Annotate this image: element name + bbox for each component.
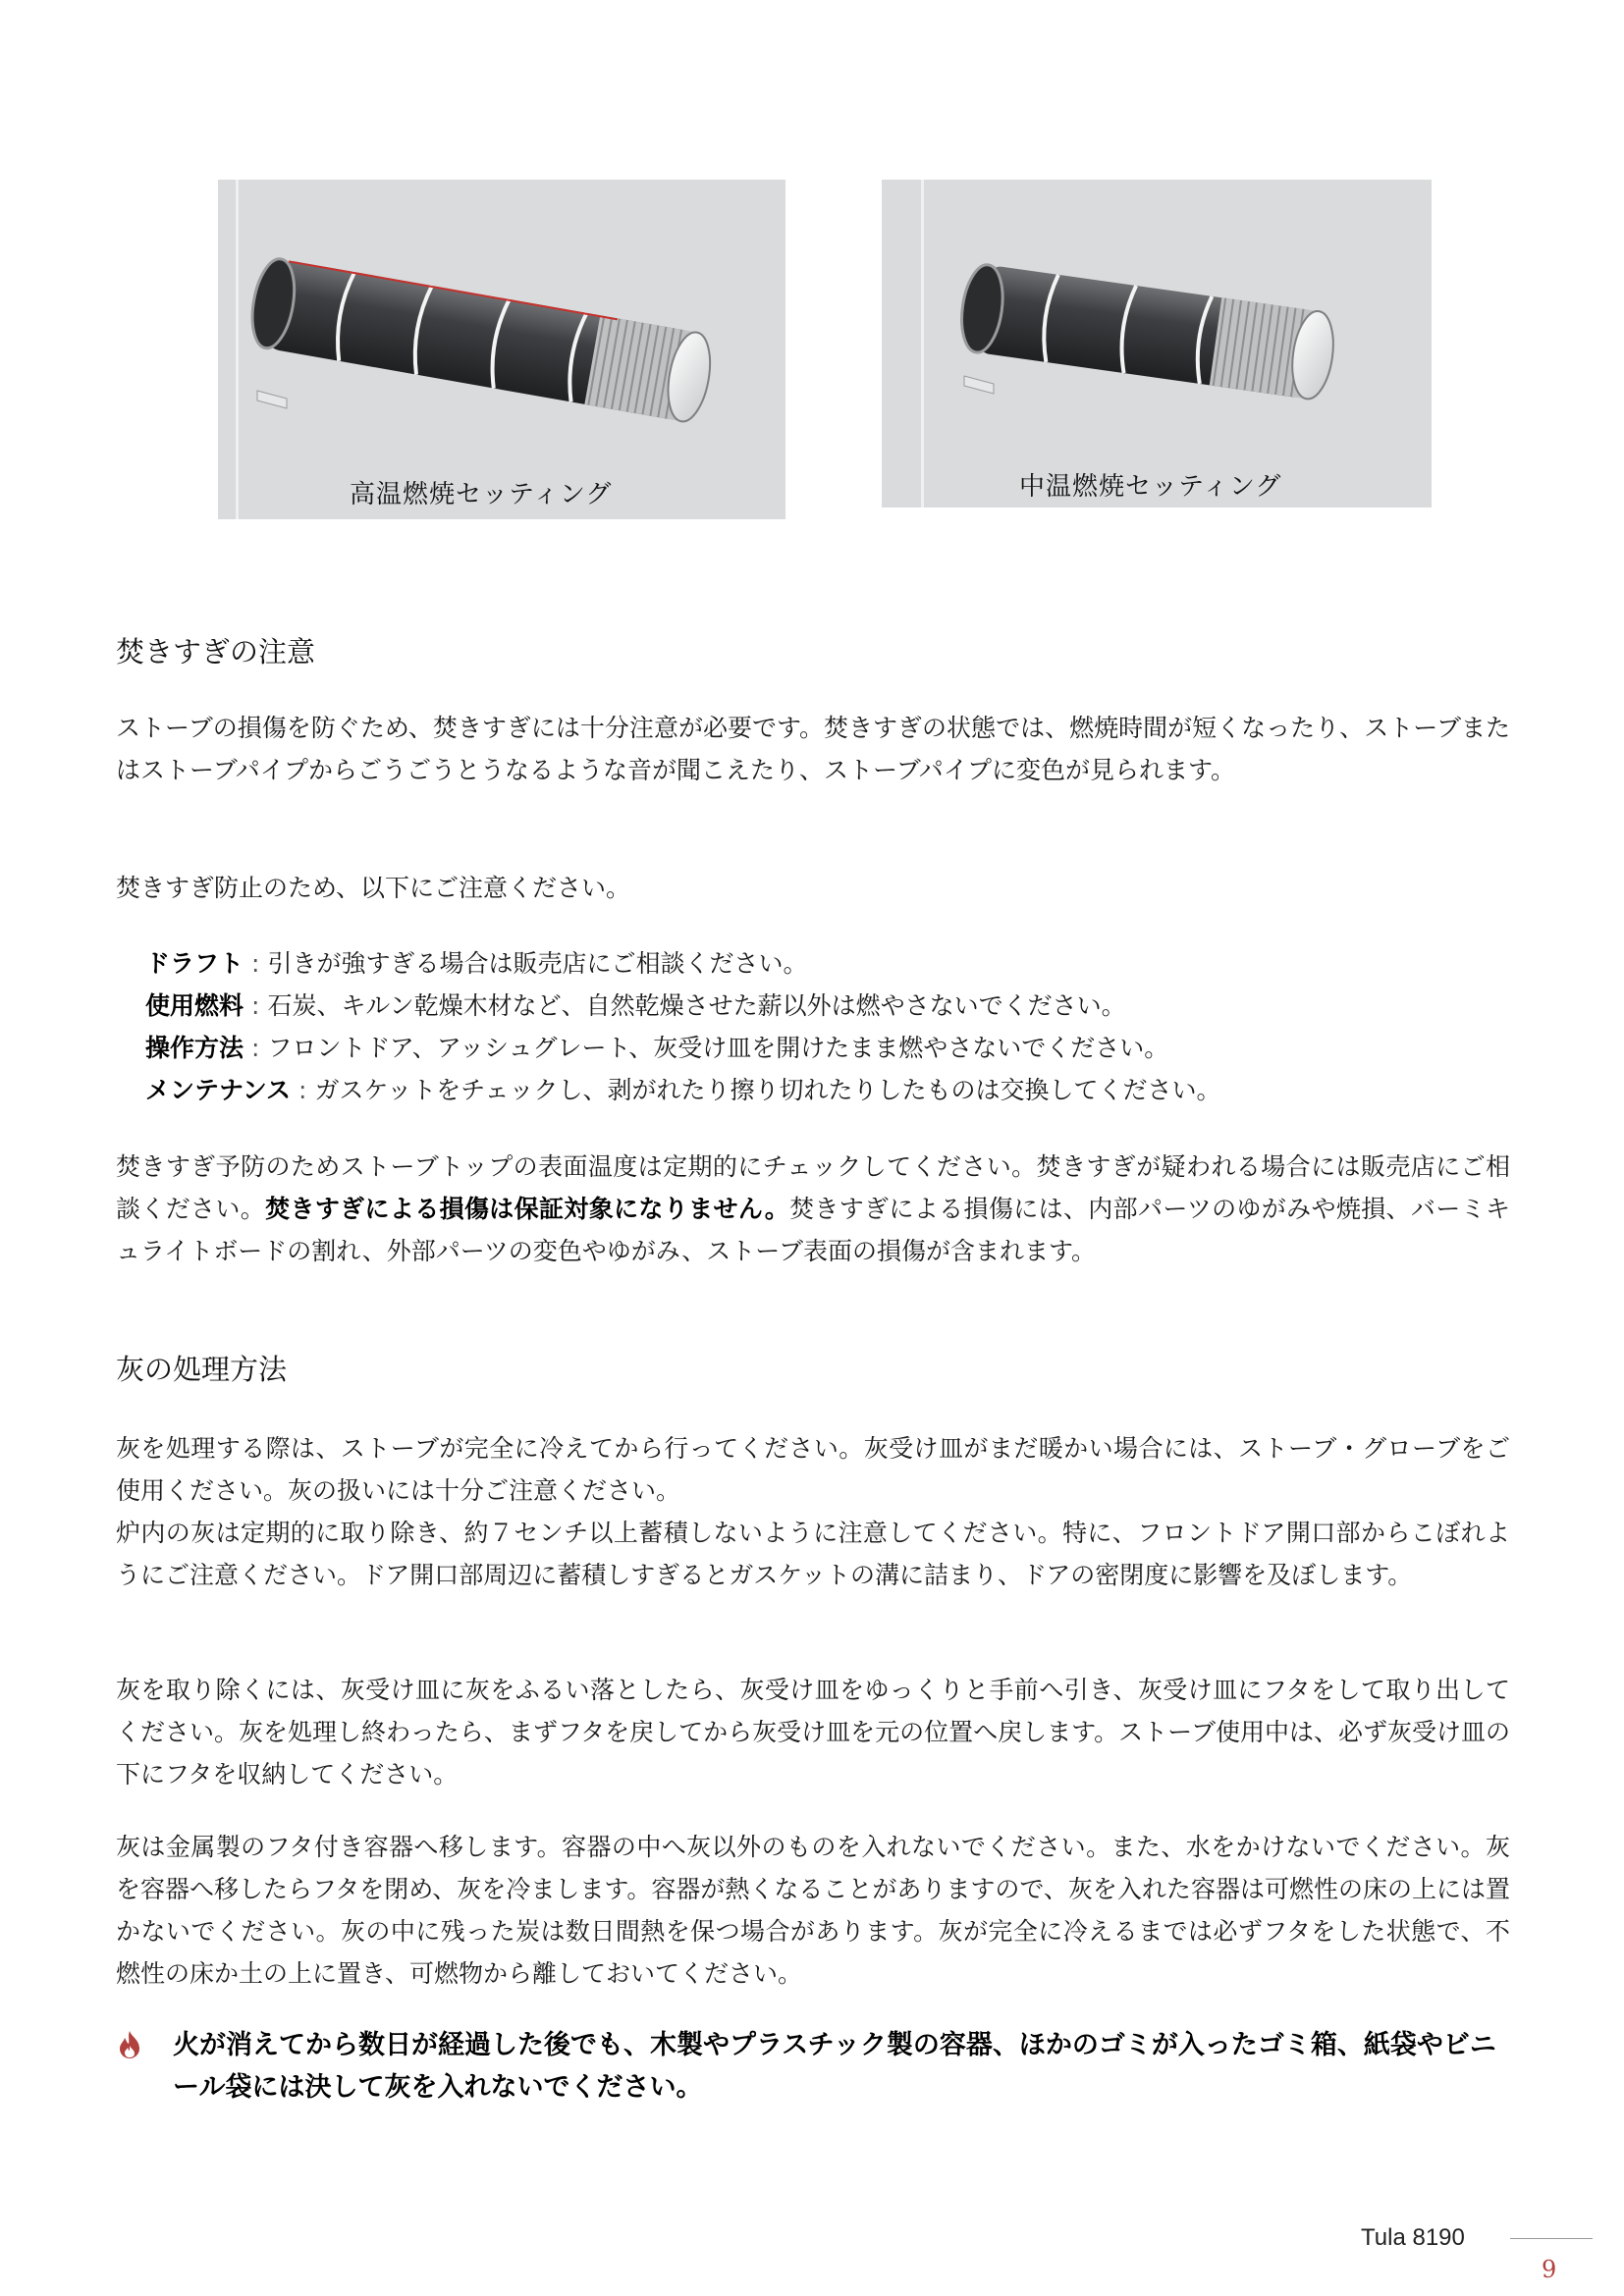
ash-paragraph-2: 炉内の灰は定期的に取り除き、約７センチ以上蓄積しないように注意してください。特に、フロントドア開口部からこぼれようにご注意ください。ドア開口部周辺に蓄積しすぎるとガスケットの溝に詰まり、ドアの密閉度に影響を及ぼします。 — [116, 1519, 1510, 1589]
warranty-notice: 焚きすぎによる損傷は保証対象になりません。 — [265, 1195, 790, 1223]
figure-caption: 中温燃焼セッティング — [1019, 472, 1282, 502]
ash-paragraph-4: 灰は金属製のフタ付き容器へ移します。容器の中へ灰以外のものを入れないでください。また、水をかけないでください。灰を容器へ移したらフタを閉め、灰を冷まします。容器が熱くなることがありますので、灰を入れた容器は可燃性の床の上には置かないでください。灰の中に残った炭は数日間熱を保つ場合があります。灰が完全に冷えるまでは必ずフタをした状態で、不燃性の床か土の上に置き、可燃物から離しておいてください。 — [116, 1833, 1510, 1988]
list-item: メンテナンス : ガスケットをチェックし、剥がれたり擦り切れたりしたものは交換してください。 — [145, 1076, 1221, 1104]
footer-model-name: Tula 8190 — [1361, 2224, 1465, 2251]
overburn-paragraph-2: 焚きすぎ防止のため、以下にご注意ください。 — [116, 874, 631, 902]
footer-divider — [1510, 2238, 1593, 2239]
overburn-prevention-list — [145, 942, 1220, 1111]
section-heading-ash: 灰の処理方法 — [116, 1353, 288, 1386]
stovepipe-illustration-4-sections — [218, 180, 785, 519]
warning-text: 火が消えてから数日が経過した後でも、木製やプラスチック製の容器、ほかのゴミが入ったゴミ箱、紙袋やビニール袋には決して灰を入れないでください。 — [173, 2030, 1496, 2103]
figure-caption: 高温燃焼セッティング — [350, 480, 613, 509]
overburn-paragraph-1: ストーブの損傷を防ぐため、焚きすぎには十分注意が必要です。焚きすぎの状態では、燃焼時間が短くなったり、ストーブまたはストーブパイプからごうごうとうなるような音が聞こえたり、ストーブパイプに変色が見られます。 — [116, 714, 1510, 784]
ash-paragraph-1: 灰を処理する際は、ストーブが完全に冷えてから行ってください。灰受け皿がまだ暖かい場合には、ストーブ・グローブをご使用ください。灰の扱いには十分ご注意ください。 — [116, 1434, 1510, 1505]
list-item: 操作方法 : フロントドア、アッシュグレート、灰受け皿を開けたまま燃やさないでください。 — [145, 1034, 1169, 1062]
figure-medium-temp — [882, 180, 1432, 507]
figure-high-temp — [218, 180, 785, 519]
overburn-paragraph-3: 焚きすぎ予防のためストーブトップの表面温度は定期的にチェックしてください。焚きすぎが疑われる場合には販売店にご相談ください。焚きすぎによる損傷は保証対象になりません。焚きすぎによる損傷には、内部パーツのゆがみや焼損、バーミキュライトボードの割れ、外部パーツの変色やゆがみ、ストーブ表面の損傷が含まれます。 — [116, 1152, 1510, 1265]
stovepipe-illustration-3-sections — [882, 180, 1432, 507]
ash-paragraph-3: 灰を取り除くには、灰受け皿に灰をふるい落としたら、灰受け皿をゆっくりと手前へ引き、灰受け皿にフタをして取り出してください。灰を処理し終わったら、まずフタを戻してから灰受け皿を元の位置へ戻します。ストーブ使用中は、必ず灰受け皿の下にフタを収納してください。 — [116, 1676, 1510, 1789]
list-item: ドラフト : 引きが強すぎる場合は販売店にご相談ください。 — [145, 949, 808, 978]
flame-icon — [116, 2030, 143, 2059]
page-number: 9 — [1542, 2256, 1557, 2283]
list-item: 使用燃料 : 石炭、キルン乾燥木材など、自然乾燥させた薪以外は燃やさないでください。 — [145, 991, 1126, 1020]
section-heading-overburn: 焚きすぎの注意 — [116, 635, 316, 668]
